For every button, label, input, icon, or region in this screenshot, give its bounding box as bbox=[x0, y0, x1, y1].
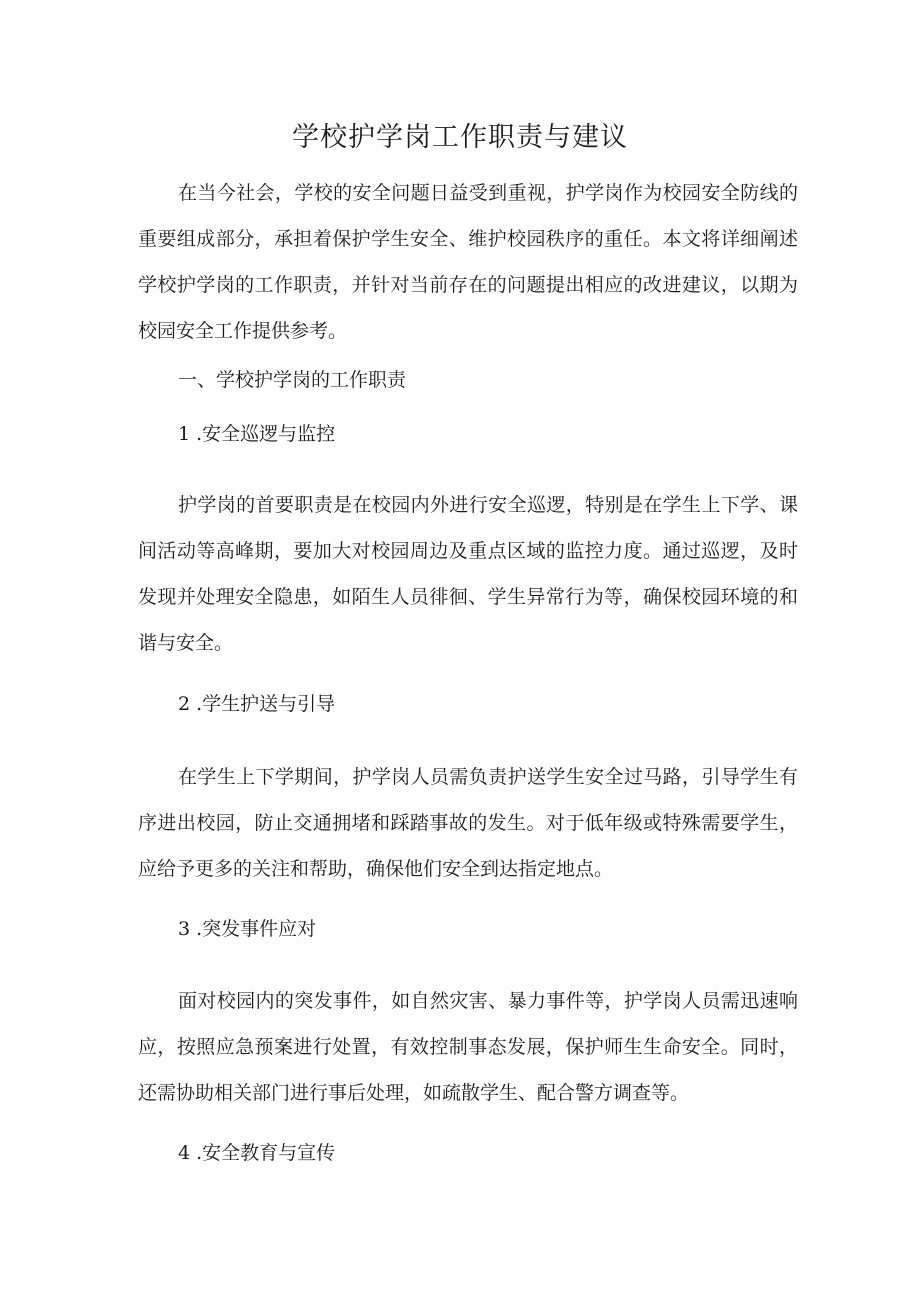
item-body-escort: 在学生上下学期间，护学岗人员需负责护送学生安全过马路，引导学生有序进出校园，防止交通拥堵和踩踏事故的发生。对于低年级或特殊需要学生，应给予更多的关注和帮助，确保他们安全到达指定地点。 bbox=[138, 766, 798, 880]
section-heading-duties: 一、学校护学岗的工作职责 bbox=[178, 369, 407, 391]
intro-paragraph: 在当今社会，学校的安全问题日益受到重视，护学岗作为校园安全防线的重要组成部分，承担着保护学生安全、维护校园秩序的重任。本文将详细阐述学校护学岗的工作职责，并针对当前存在的问题提出相应的改进建议，以期为校园安全工作提供参考。 bbox=[138, 182, 798, 342]
item-heading-escort: 2 .学生护送与引导 bbox=[178, 693, 336, 715]
document-title: 学校护学岗工作职责与建议 bbox=[292, 122, 628, 153]
item-heading-education: 4 .安全教育与宣传 bbox=[178, 1142, 336, 1164]
item-body-patrol: 护学岗的首要职责是在校园内外进行安全巡逻，特别是在学生上下学、课间活动等高峰期，要加大对校园周边及重点区域的监控力度。通过巡逻，及时发现并处理安全隐患，如陌生人员徘徊、学生异常行为等，确保校园环境的和谐与安全。 bbox=[138, 494, 798, 654]
item-body-emergency: 面对校园内的突发事件，如自然灾害、暴力事件等，护学岗人员需迅速响应，按照应急预案进行处置，有效控制事态发展，保护师生生命安全。同时，还需协助相关部门进行事后处理，如疏散学生、配合警方调查等。 bbox=[138, 990, 798, 1104]
item-heading-emergency: 3 .突发事件应对 bbox=[178, 918, 317, 940]
item-heading-patrol: 1 .安全巡逻与监控 bbox=[178, 423, 336, 445]
